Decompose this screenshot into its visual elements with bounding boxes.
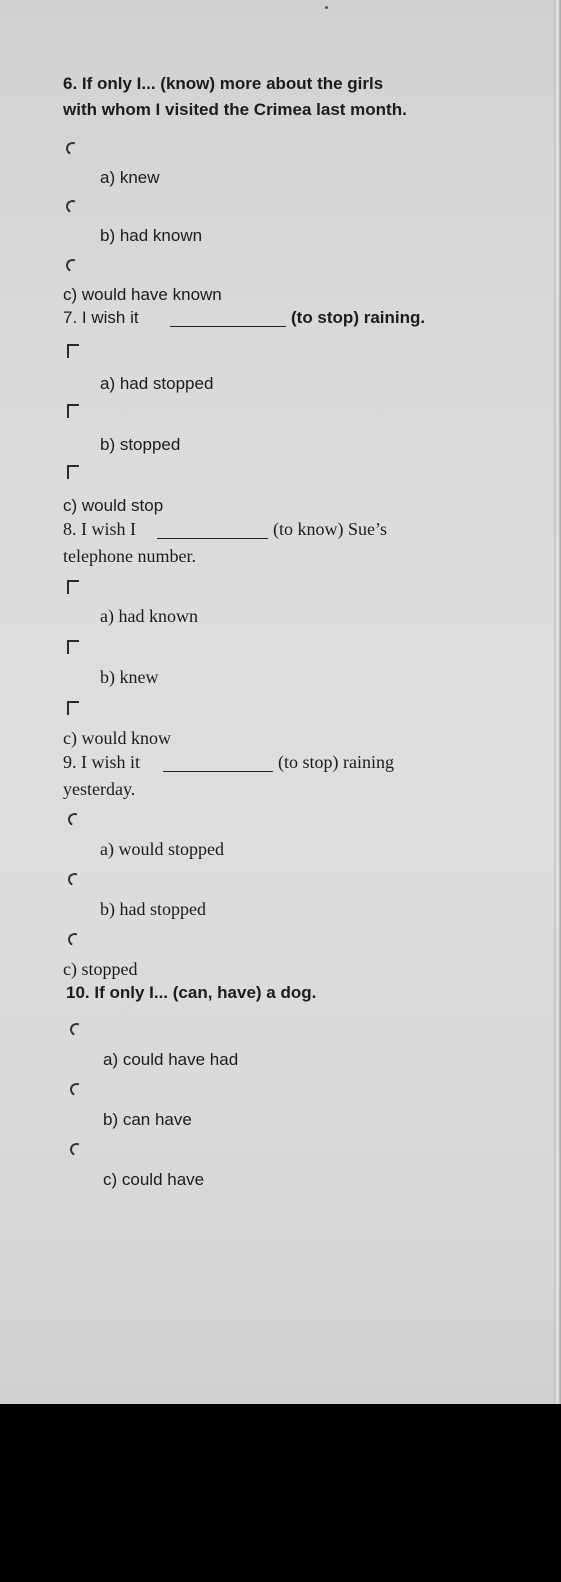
option-10b: b) can have xyxy=(103,1110,192,1129)
radio-10b[interactable] xyxy=(68,1081,85,1098)
radio-9c[interactable] xyxy=(66,931,83,948)
answer-blank-9 xyxy=(163,771,273,772)
option-10c: c) could have xyxy=(103,1170,205,1189)
black-bottom-bar xyxy=(0,1404,561,1582)
option-6b: b) had known xyxy=(100,226,203,245)
radio-6a[interactable] xyxy=(64,140,81,157)
answer-blank-8 xyxy=(157,538,268,539)
speck xyxy=(325,6,328,9)
answer-blank-7 xyxy=(170,326,286,327)
radio-10a[interactable] xyxy=(68,1021,85,1038)
option-7a: a) had stopped xyxy=(100,374,214,393)
question-8-start: 8. I wish I xyxy=(63,519,136,539)
radio-9b[interactable] xyxy=(66,871,83,888)
question-9-line-2: yesterday. xyxy=(63,779,136,799)
option-9b: b) had stopped xyxy=(100,899,206,919)
checkbox-7c[interactable] xyxy=(67,465,79,479)
checkbox-8a[interactable] xyxy=(67,580,79,594)
option-8a: a) had known xyxy=(100,606,198,626)
question-10-line-1: 10. If only I... (can, have) a dog. xyxy=(66,983,317,1002)
option-7c: c) would stop xyxy=(63,496,164,515)
question-9-start: 9. I wish it xyxy=(63,752,141,772)
question-8-end: (to know) Sue’s xyxy=(273,519,387,539)
option-6c: c) would have known xyxy=(63,285,222,304)
radio-6c[interactable] xyxy=(64,257,81,274)
radio-10c[interactable] xyxy=(68,1141,85,1158)
question-6-line-2: with whom I visited the Crimea last month. xyxy=(63,100,407,119)
page-edge xyxy=(554,0,561,1404)
radio-6b[interactable] xyxy=(64,198,81,215)
option-8b: b) knew xyxy=(100,667,159,687)
option-6a: a) knew xyxy=(100,168,160,187)
option-9a: a) would stopped xyxy=(100,839,224,859)
option-10a: a) could have had xyxy=(103,1050,239,1069)
checkbox-8b[interactable] xyxy=(67,640,79,654)
option-9c: c) stopped xyxy=(63,959,138,979)
option-8c: c) would know xyxy=(63,728,171,748)
option-7b: b) stopped xyxy=(100,435,181,454)
question-7-start: 7. I wish it xyxy=(63,308,139,327)
question-7-end: (to stop) raining. xyxy=(291,308,426,327)
question-8-line-2: telephone number. xyxy=(63,546,196,566)
checkbox-8c[interactable] xyxy=(67,701,79,715)
checkbox-7a[interactable] xyxy=(67,344,79,358)
checkbox-7b[interactable] xyxy=(67,404,79,418)
question-6-line-1: 6. If only I... (know) more about the girls xyxy=(63,74,384,93)
question-9-end: (to stop) raining xyxy=(278,752,394,772)
radio-9a[interactable] xyxy=(66,811,83,828)
